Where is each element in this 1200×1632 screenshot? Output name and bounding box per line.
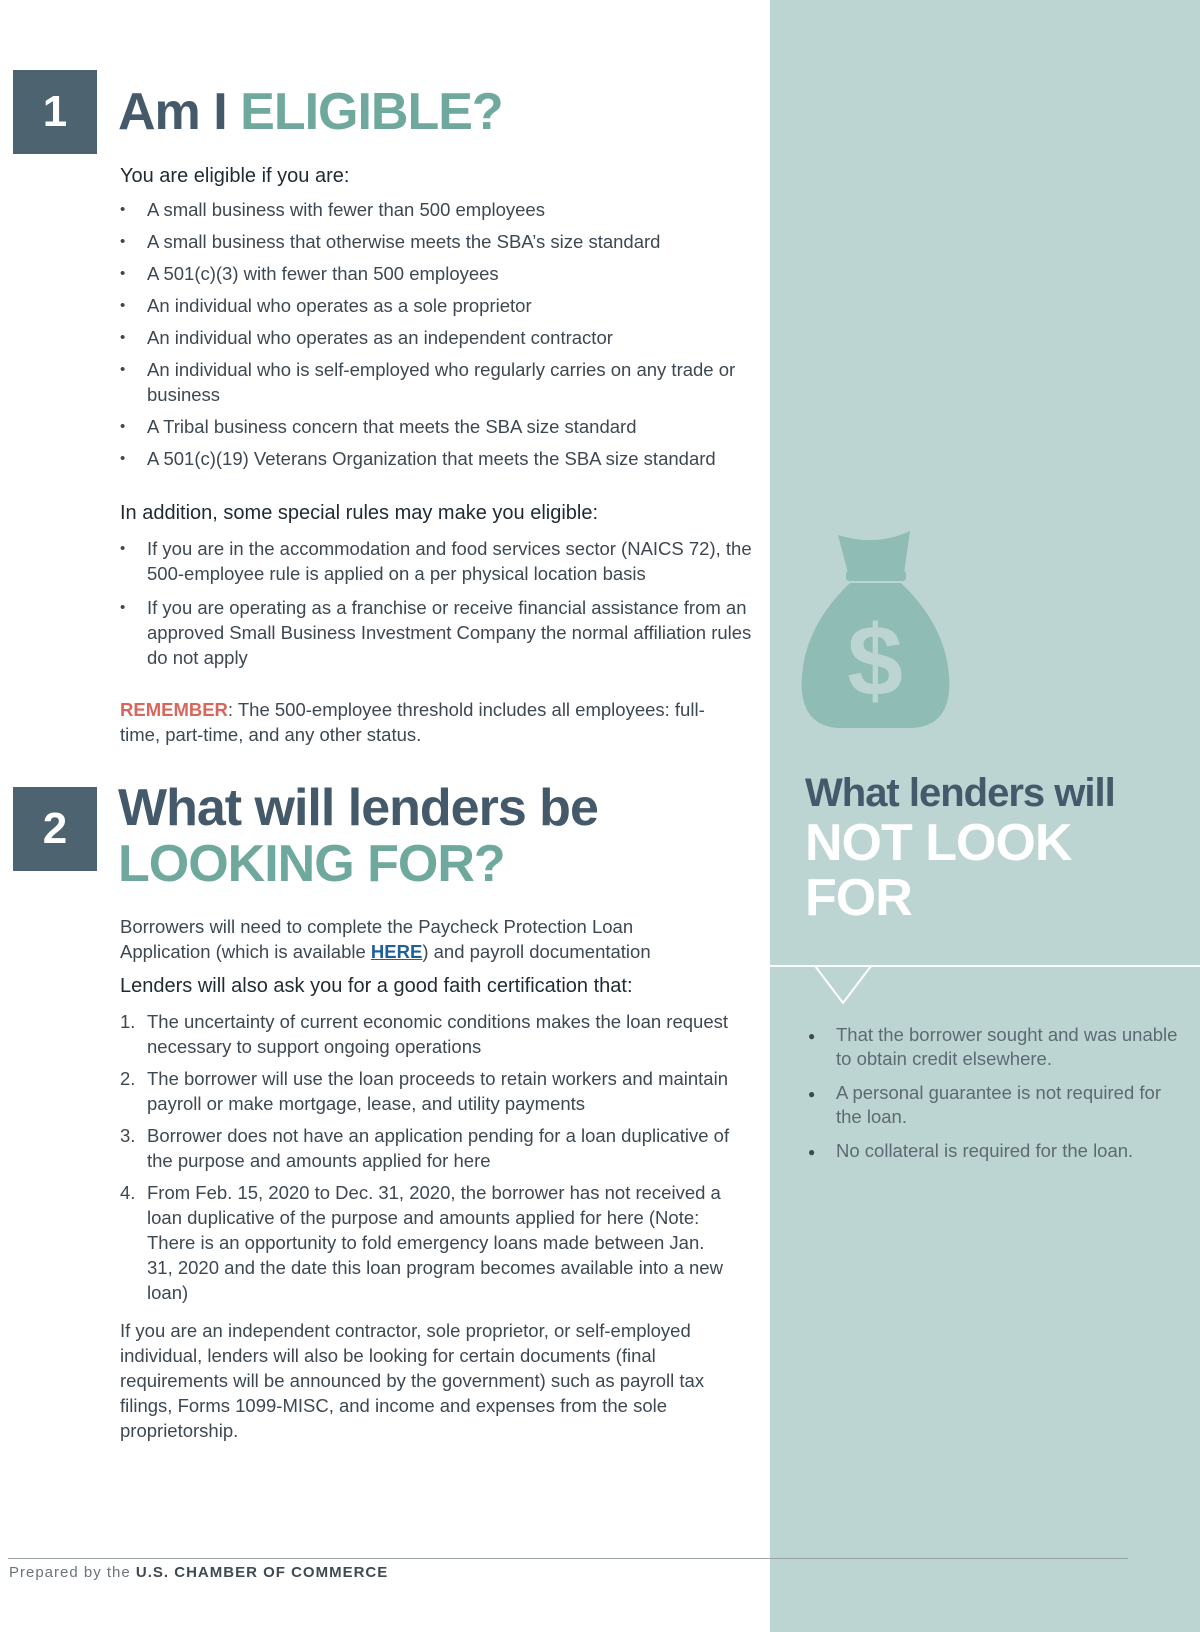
list-item: ● No collateral is required for the loan. (808, 1139, 1188, 1163)
sidebar-title-part1: What lenders will (805, 771, 1115, 815)
item-number: 4. (120, 1182, 136, 1203)
section-2-title-part1: What will lenders be (118, 779, 598, 837)
application-here-link[interactable]: HERE (370, 941, 423, 962)
remember-label: REMEMBER (120, 699, 228, 720)
item-text: The borrower will use the loan proceeds to retain workers and maintain payroll or make mortgage, lease, and utility payments (147, 1068, 728, 1114)
section-1-title-part1: Am I (118, 83, 227, 141)
section-2-title (118, 780, 758, 892)
list-item: • If you are in the accommodation and food services sector (NAICS 72), the 500-employee rule is applied on a per physical location basis (120, 536, 760, 586)
section-2-number: 2 (13, 787, 97, 871)
not-look-for-list (808, 1023, 1188, 1173)
list-item: • An individual who is self-employed who regularly carries on any trade or business (120, 357, 760, 407)
list-item: • A 501(c)(3) with fewer than 500 employees (120, 261, 760, 286)
section-2-title-part2: LOOKING FOR? (118, 835, 505, 893)
certification-intro: Lenders will also ask you for a good faith certification that: (120, 975, 633, 997)
money-bag-icon (798, 525, 953, 730)
footer-divider (8, 1558, 1128, 1559)
list-item (120, 1180, 735, 1305)
borrower-intro (120, 914, 710, 964)
list-item: • A 501(c)(19) Veterans Organization that meets the SBA size standard (120, 446, 760, 471)
list-item: • A small business that otherwise meets the SBA’s size standard (120, 229, 760, 254)
footer-org: U.S. CHAMBER OF COMMERCE (135, 1564, 389, 1581)
sidebar-title (805, 770, 1185, 926)
list-item: • An individual who operates as an independent contractor (120, 325, 760, 350)
list-item: • If you are operating as a franchise or receive financial assistance from an approved Small Business Investment Company the normal affiliation rules do not apply (120, 595, 760, 670)
borrower-intro-before: Borrowers will need to complete the Paycheck Protection Loan Application (which is available (120, 916, 634, 962)
list-item: ● That the borrower sought and was unable to obtain credit elsewhere. (808, 1023, 1188, 1071)
special-rules-list (120, 536, 760, 677)
list-item: • An individual who operates as a sole proprietor (120, 293, 760, 318)
item-text: The uncertainty of current economic conditions makes the loan request necessary to support ongoing operations (147, 1011, 729, 1057)
section-1-title (118, 82, 503, 142)
footer-prefix: Prepared by the (9, 1564, 131, 1581)
eligibility-list (120, 197, 760, 478)
eligibility-intro: You are eligible if you are: (120, 165, 350, 187)
list-item: • A small business with fewer than 500 employees (120, 197, 760, 222)
list-item: ● A personal guarantee is not required for the loan. (808, 1081, 1188, 1129)
item-text: From Feb. 15, 2020 to Dec. 31, 2020, the borrower has not received a loan duplicative of the purpose and amounts applied for here (Note: There is an opportunity to fold emergency loans made between Jan. 31, 2020 and the date this loan program becomes available into a new loan) (147, 1182, 723, 1303)
section-1-number: 1 (13, 70, 97, 154)
list-item: • A Tribal business concern that meets the SBA size standard (120, 414, 760, 439)
special-rules-intro: In addition, some special rules may make you eligible: (120, 502, 599, 524)
item-number: 2. (120, 1068, 136, 1089)
sidebar-title-part2: NOT LOOK (805, 814, 1072, 872)
item-number: 3. (120, 1125, 136, 1146)
pointer-chevron-icon (815, 965, 875, 1005)
footer-credit (9, 1564, 388, 1581)
remember-text: : The 500-employee threshold includes all employees: full-time, part-time, and any other status. (120, 699, 705, 745)
item-text: Borrower does not have an application pending for a loan duplicative of the purpose and amounts applied for here (147, 1125, 730, 1171)
remember-note (120, 697, 740, 747)
closing-paragraph: If you are an independent contractor, sole proprietor, or self-employed individual, lenders will also be looking for certain documents (final requirements will be announced by the government) such as payroll tax filings, Forms 1099-MISC, and income and expenses from the sole proprietorship. (120, 1320, 705, 1441)
list-item (120, 1009, 735, 1059)
svg-text:$: $ (847, 605, 903, 717)
item-number: 1. (120, 1011, 136, 1032)
list-item (120, 1066, 735, 1116)
list-item (120, 1123, 735, 1173)
sidebar-title-part3: FOR (805, 869, 912, 927)
borrower-intro-after: ) and payroll documentation (422, 941, 651, 962)
certification-list (120, 1009, 735, 1312)
section-1-title-part2: ELIGIBLE? (240, 83, 503, 141)
